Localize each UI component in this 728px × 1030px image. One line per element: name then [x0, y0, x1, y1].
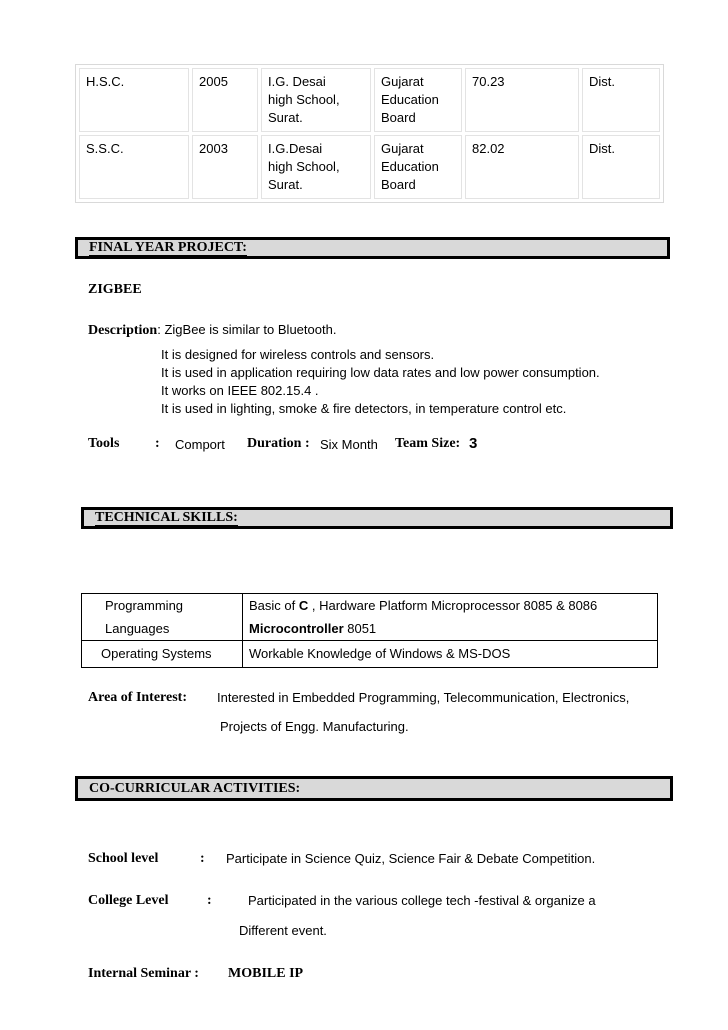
- section-title: CO-CURRICULAR ACTIVITIES:: [89, 781, 301, 796]
- activities-section-header: [75, 776, 673, 801]
- project-section-header: [75, 237, 670, 259]
- description-label: Description: [88, 323, 158, 338]
- skill-label-cell: Operating Systems: [82, 641, 243, 668]
- internal-seminar-value: MOBILE IP: [228, 966, 304, 981]
- tools-label: Tools: [88, 436, 120, 451]
- skill-value-cell: [243, 594, 658, 641]
- table-row: [79, 68, 660, 132]
- skill-text-bold: Microcontroller: [249, 621, 344, 636]
- year-cell: 2003: [192, 135, 258, 199]
- list-item: It works on IEEE 802.15.4 .: [161, 383, 319, 398]
- skills-table: [81, 593, 658, 668]
- college-level-line-2: Different event.: [239, 923, 327, 938]
- duration-value: Six Month: [320, 437, 378, 452]
- skill-label: Languages: [105, 621, 170, 636]
- skill-value-line: [249, 594, 651, 617]
- school-level-text: Participate in Science Quiz, Science Fair & Debate Competition.: [226, 851, 596, 866]
- education-table: [75, 64, 664, 203]
- tools-colon: :: [155, 436, 160, 451]
- list-item: It is used in lighting, smoke & fire detectors, in temperature control etc.: [161, 401, 567, 416]
- project-points: [161, 346, 600, 418]
- list-item: It is used in application requiring low data rates and low power consumption.: [161, 365, 600, 380]
- board-cell: Gujarat Education Board: [374, 135, 462, 199]
- degree-cell: S.S.C.: [79, 135, 189, 199]
- interest-line-2: Projects of Engg. Manufacturing.: [220, 719, 409, 734]
- section-title: TECHNICAL SKILLS:: [95, 510, 238, 525]
- tools-value: Comport: [175, 437, 225, 452]
- college-level-line-1: Participated in the various college tech -festival & organize a: [248, 893, 596, 908]
- skill-value-cell: Workable Knowledge of Windows & MS-DOS: [243, 641, 658, 668]
- skills-section-header: [81, 507, 673, 529]
- internal-seminar-label: Internal Seminar :: [88, 966, 199, 981]
- skill-label-cell: [82, 594, 243, 641]
- percent-cell: 82.02: [465, 135, 579, 199]
- table-row: [82, 641, 658, 668]
- school-level-colon: :: [200, 851, 205, 866]
- board-cell: Gujarat Education Board: [374, 68, 462, 132]
- table-row: [82, 594, 658, 641]
- interest-label: Area of Interest:: [88, 690, 188, 705]
- college-level-label: College Level: [88, 893, 169, 908]
- school-level-label: School level: [88, 851, 159, 866]
- institute-cell: I.G.Desai high School, Surat.: [261, 135, 371, 199]
- table-row: [79, 135, 660, 199]
- skill-text-bold: C: [298, 598, 309, 613]
- class-cell: Dist.: [582, 135, 660, 199]
- section-title: FINAL YEAR PROJECT:: [89, 240, 247, 255]
- team-size-label: Team Size:: [395, 436, 461, 451]
- description-colon: :: [157, 322, 161, 337]
- year-cell: 2005: [192, 68, 258, 132]
- skill-text: 8051: [343, 621, 377, 636]
- list-item: It is designed for wireless controls and sensors.: [161, 347, 435, 362]
- skill-text: , Hardware Platform Microprocessor 8085 & 8086: [308, 598, 598, 613]
- degree-cell: H.S.C.: [79, 68, 189, 132]
- skill-text: Basic of: [249, 598, 299, 613]
- skill-value-line: [249, 617, 651, 640]
- skill-label: Programming: [105, 598, 184, 613]
- project-name: ZIGBEE: [88, 282, 142, 297]
- institute-cell: I.G. Desai high School, Surat.: [261, 68, 371, 132]
- duration-label: Duration :: [247, 436, 310, 451]
- team-size-value: 3: [469, 435, 478, 452]
- project-description: [88, 322, 336, 339]
- college-level-colon: :: [207, 893, 212, 908]
- percent-cell: 70.23: [465, 68, 579, 132]
- class-cell: Dist.: [582, 68, 660, 132]
- interest-line-1: Interested in Embedded Programming, Telecommunication, Electronics,: [217, 690, 630, 705]
- description-text: ZigBee is similar to Bluetooth.: [164, 322, 337, 337]
